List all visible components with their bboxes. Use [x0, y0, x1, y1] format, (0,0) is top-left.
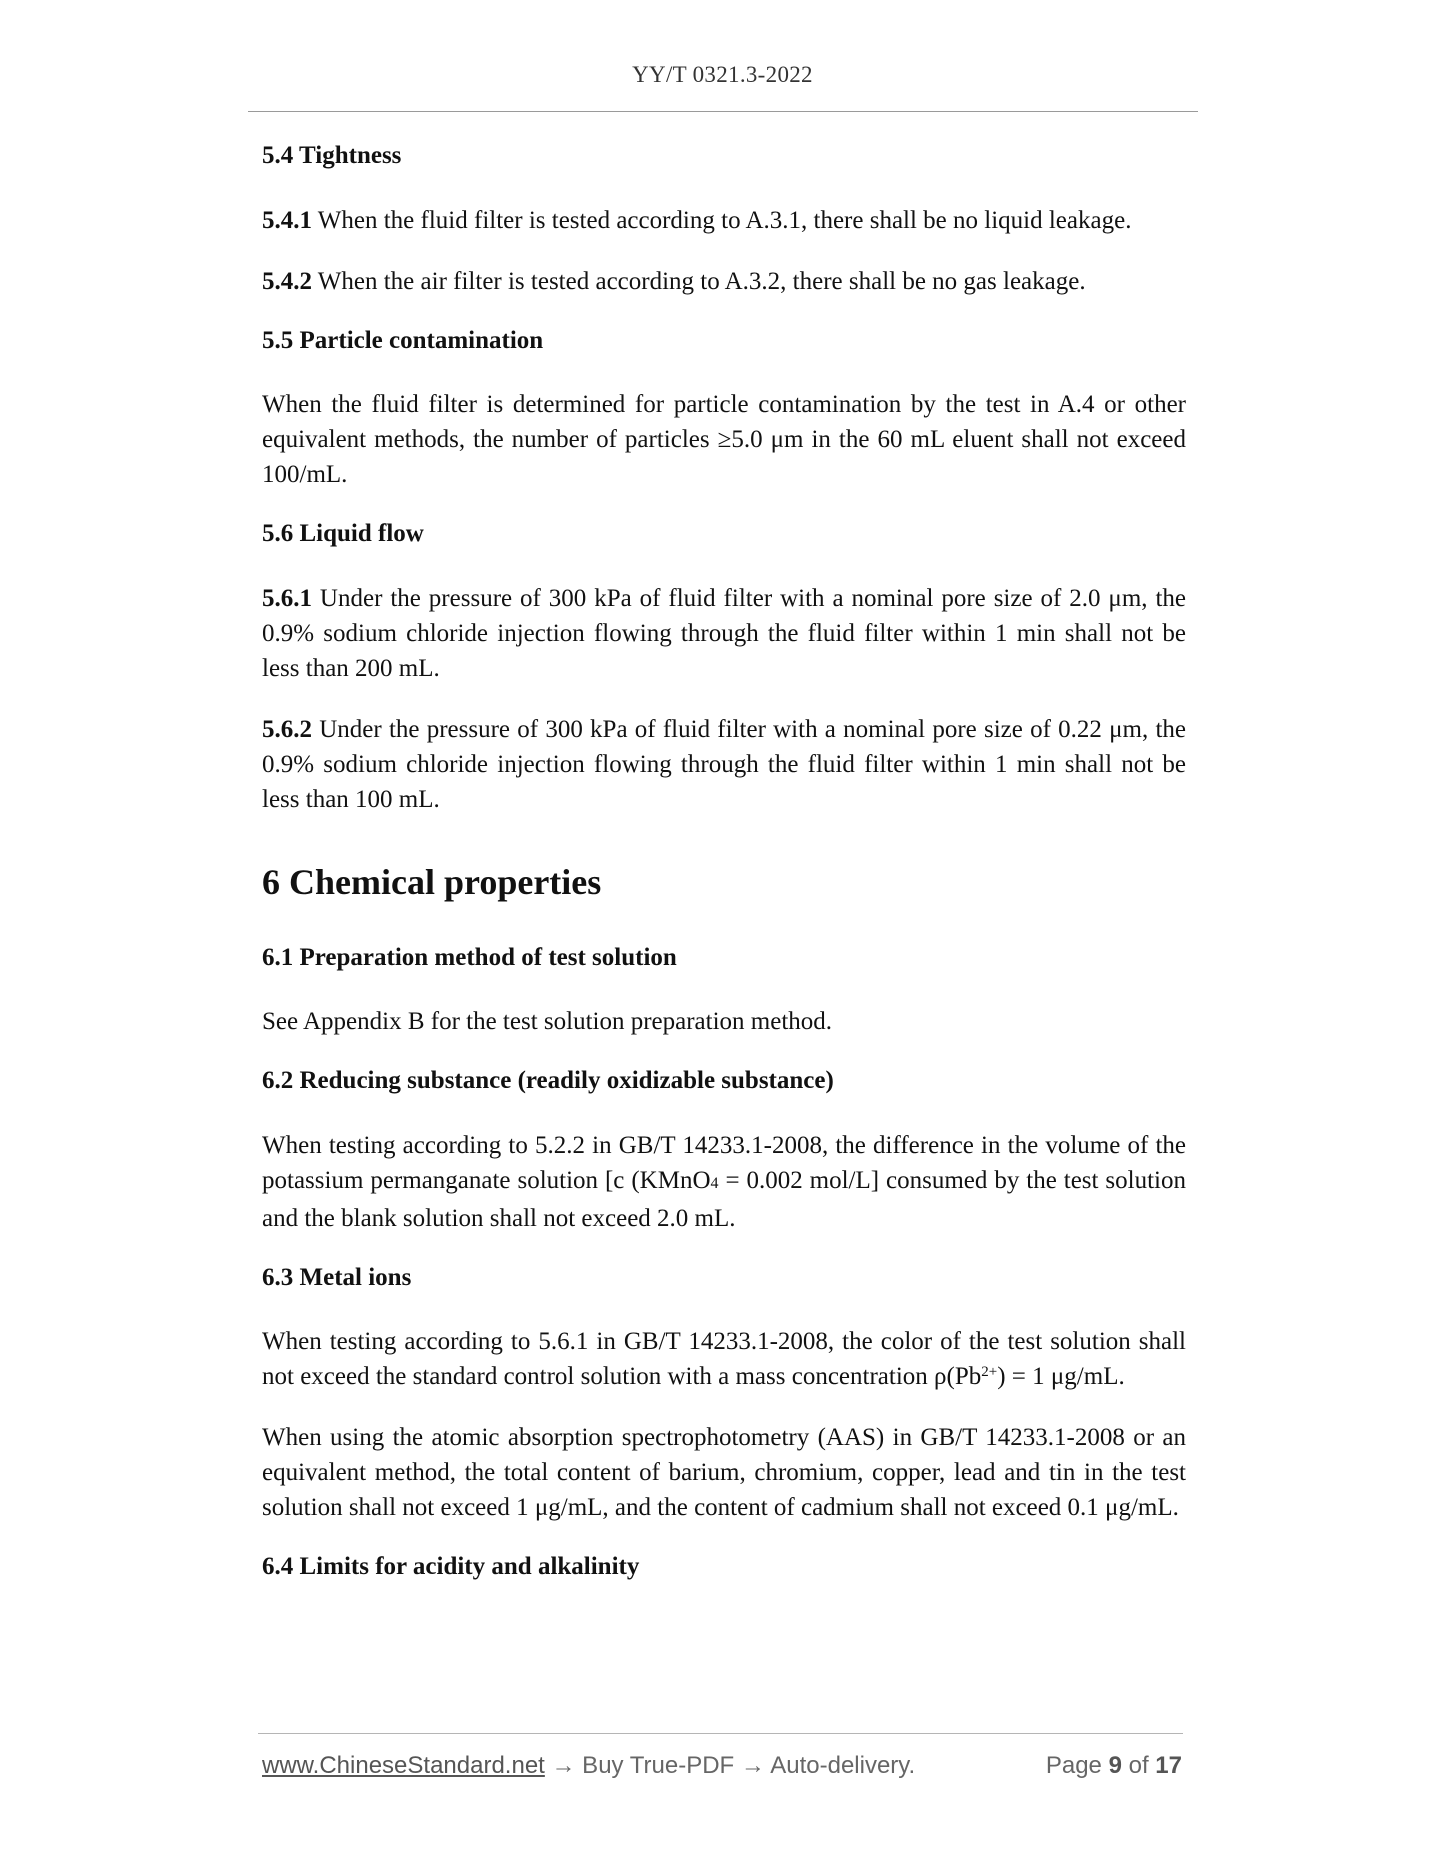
page-indicator — [1046, 1752, 1182, 1780]
section-5-4-title: 5.4 Tightness — [262, 142, 402, 169]
section-6-1-title: 6.1 Preparation method of test solution — [262, 943, 677, 971]
clause-5-4-2 — [262, 264, 1186, 299]
page-label: Page — [1045, 1752, 1102, 1779]
section-6-2-title: 6.2 Reducing substance (readily oxidizable substance) — [262, 1067, 834, 1095]
clause-text: When testing according to 5.6.1 in GB/T 14233.1-2008, the color of the test solution shall not exceed the standard control solution with a mass concentration ρ(Pb — [262, 1328, 1186, 1391]
page-total: 17 — [1155, 1752, 1182, 1779]
clause-text: = 0.002 mol/L] consumed by the test solution and the blank solution shall not exceed 2.0 mL. — [262, 1166, 1186, 1232]
header-divider — [248, 111, 1198, 112]
clause-text: When the air filter is tested according to A.3.2, there shall be no gas leakage. — [312, 267, 1086, 295]
clause-6-2-text — [262, 1128, 1186, 1236]
clause-number: 5.4.1 — [262, 206, 312, 234]
chapter-6-title: 6 Chemical properties — [262, 861, 602, 902]
subscript: 4 — [710, 1174, 719, 1192]
page-number: 9 — [1108, 1752, 1122, 1779]
clause-6-1-text: See Appendix B for the test solution preparation method. — [262, 1008, 833, 1036]
page-header: YY/T 0321.3-2022 — [632, 62, 813, 87]
clause-5-6-1 — [262, 581, 1186, 686]
clause-text: ) = 1 μg/mL. — [997, 1363, 1125, 1391]
section-5-5-title: 5.5 Particle contamination — [262, 326, 544, 354]
section-6-4-title: 6.4 Limits for acidity and alkalinity — [262, 1553, 640, 1581]
section-5-6-title: 5.6 Liquid flow — [262, 520, 424, 547]
clause-text: Under the pressure of 300 kPa of fluid filter with a nominal pore size of 0.22 μm, the 0.9% sodium chloride injection flowing through the fluid filter within 1 min shall not be less than 100 mL. — [262, 715, 1186, 813]
section-6-3-title: 6.3 Metal ions — [262, 1263, 412, 1291]
clause-text: When testing according to 5.2.2 in GB/T 14233.1-2008, the difference in the volume of the potassium permanganate solution [c (KMnO — [262, 1131, 1186, 1194]
clause-6-3-p2: When using the atomic absorption spectrophotometry (AAS) in GB/T 14233.1-2008 or an equivalent method, the total content of barium, chromium, copper, lead and tin in the test solution shall not exceed 1 μg/mL, and the content of cadmium shall not exceed 0.1 μg/mL. — [262, 1424, 1186, 1522]
clause-5-5-text: When the fluid filter is determined for particle contamination by the test in A.4 or other equivalent methods, the number of particles ≥5.0 μm in the 60 mL eluent shall not exceed 100/mL. — [262, 391, 1186, 488]
of-label: of — [1128, 1752, 1149, 1779]
footer-promo-text: → Buy True-PDF → Auto-delivery. — [544, 1752, 916, 1779]
clause-number: 5.6.2 — [262, 715, 312, 743]
superscript: 2+ — [981, 1364, 998, 1381]
clause-text: Under the pressure of 300 kPa of fluid filter with a nominal pore size of 2.0 μm, the 0.9% sodium chloride injection flowing through the fluid filter within 1 min shall not be less than 200 mL. — [262, 584, 1186, 682]
footer-divider — [258, 1733, 1183, 1734]
page-footer — [262, 1752, 1182, 1784]
clause-number: 5.4.2 — [262, 267, 312, 295]
clause-number: 5.6.1 — [262, 584, 312, 612]
clause-5-4-1 — [262, 203, 1186, 238]
document-body — [262, 140, 1186, 1614]
clause-5-6-2 — [262, 712, 1186, 817]
clause-text: When the fluid filter is tested according to A.3.1, there shall be no liquid leakage. — [312, 206, 1132, 234]
site-link[interactable]: www.ChineseStandard.net — [262, 1752, 545, 1779]
footer-promo — [262, 1752, 915, 1780]
clause-6-3-p1 — [262, 1324, 1186, 1394]
